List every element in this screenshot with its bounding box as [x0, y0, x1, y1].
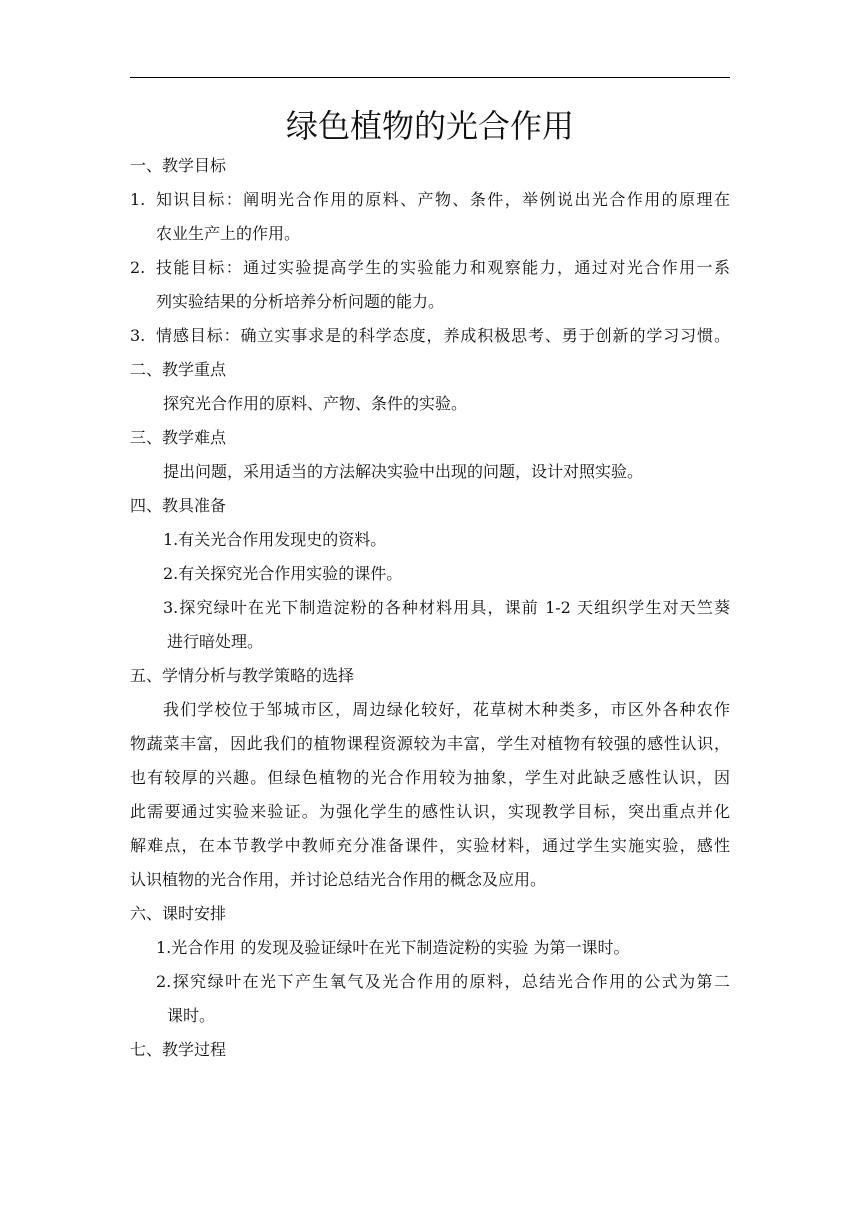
paragraph-line: 也有较厚的兴趣。但绿色植物的光合作用较为抽象，学生对此缺乏感性认识，因 — [130, 768, 730, 787]
paragraph-line: 认识植物的光合作用，并讨论总结光合作用的概念及应用。 — [130, 870, 547, 889]
document-title: 绿色植物的光合作用 — [285, 107, 574, 145]
paragraph-line: 解难点，在本节教学中教师充分准备课件，实验材料，通过学生实施实验，感性 — [130, 836, 730, 855]
list-item-text: 2.探究绿叶在光下产生氧气及光合作用的原料，总结光合作用的公式为第二 — [156, 972, 730, 991]
paragraph-text: 提出问题，采用适当的方法解决实验中出现的问题，设计对照实验。 — [163, 462, 644, 481]
list-item-number: 2. — [130, 258, 146, 277]
list-item-number: 3. — [130, 326, 146, 345]
list-item-text: 课时。 — [167, 1006, 216, 1025]
list-item-text: 农业生产上的作用。 — [156, 224, 301, 243]
section-heading-difficulties: 三、教学难点 — [130, 428, 227, 447]
list-item-text: 进行暗处理。 — [167, 632, 264, 651]
paragraph-text: 探究光合作用的原料、产物、条件的实验。 — [163, 394, 468, 413]
list-item-text: 技能目标：通过实验提高学生的实验能力和观察能力，通过对光合作用一系 — [156, 258, 730, 277]
paragraph-line: 此需要通过实验来验证。为强化学生的感性认识，实现教学目标，突出重点并化 — [130, 802, 730, 821]
section-heading-analysis: 五、学情分析与教学策略的选择 — [130, 666, 355, 685]
list-item-number: 1. — [130, 190, 146, 209]
section-heading-objectives: 一、教学目标 — [130, 156, 227, 175]
list-item-text: 2.有关探究光合作用实验的课件。 — [163, 564, 403, 583]
list-item-text: 3.探究绿叶在光下制造淀粉的各种材料用具，课前 1-2 天组织学生对天竺葵 — [163, 598, 730, 617]
list-item-text: 知识目标：阐明光合作用的原料、产物、条件，举例说出光合作用的原理在 — [156, 190, 730, 209]
header-rule — [130, 77, 730, 78]
list-item-text: 情感目标：确立实事求是的科学态度，养成积极思考、勇于创新的学习习惯。 — [156, 326, 730, 345]
list-item-text: 1.有关光合作用发现史的资料。 — [163, 530, 387, 549]
paragraph-line: 我们学校位于邹城市区，周边绿化较好，花草树木种类多，市区外各种农作 — [163, 700, 730, 719]
section-heading-materials: 四、教具准备 — [130, 496, 227, 515]
paragraph-line: 物蔬菜丰富，因此我们的植物课程资源较为丰富，学生对植物有较强的感性认识， — [130, 734, 730, 753]
section-heading-schedule: 六、课时安排 — [130, 904, 227, 923]
list-item-text: 1.光合作用 的发现及验证绿叶在光下制造淀粉的实验 为第一课时。 — [156, 938, 630, 957]
section-heading-key-points: 二、教学重点 — [130, 360, 227, 379]
list-item-text: 列实验结果的分析培养分析问题的能力。 — [156, 292, 445, 311]
section-heading-process: 七、教学过程 — [130, 1040, 227, 1059]
